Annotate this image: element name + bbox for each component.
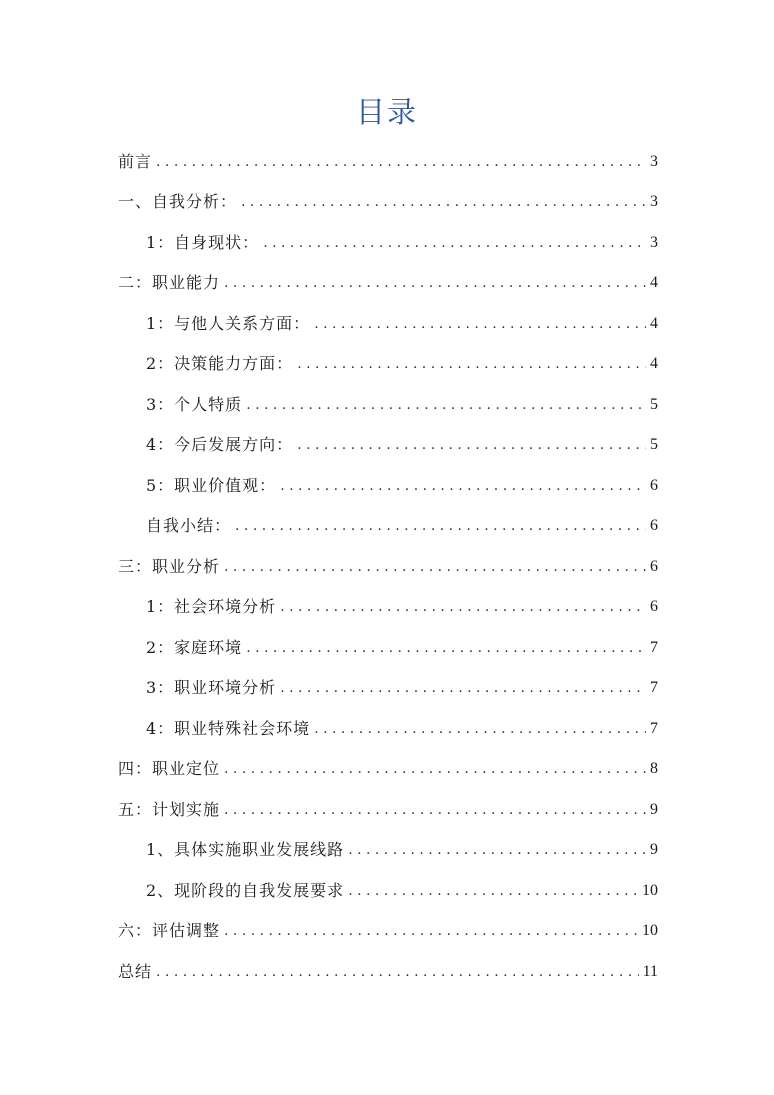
toc-list: [118, 138, 658, 989]
toc-dot-leader: [235, 515, 646, 543]
toc-entry-label: 2、现阶段的自我发展要求: [146, 880, 345, 900]
toc-dot-leader: [246, 394, 646, 422]
toc-entry[interactable]: [118, 260, 658, 301]
toc-dot-leader: [314, 718, 646, 746]
toc-entry-label: 2：决策能力方面：: [146, 354, 294, 373]
toc-entry[interactable]: [118, 746, 658, 787]
toc-entry-page: 3: [650, 233, 658, 251]
toc-entry-label: 3：职业环境分析: [146, 678, 277, 697]
toc-entry[interactable]: [118, 341, 658, 382]
toc-entry-label: 1：社会环境分析: [146, 597, 277, 616]
toc-entry-page: 7: [650, 638, 658, 656]
toc-entry[interactable]: [118, 138, 658, 179]
toc-dot-leader: [297, 434, 646, 462]
toc-dot-leader: [297, 353, 646, 381]
toc-entry-label: 1：自身现状：: [146, 232, 260, 252]
toc-dot-leader: [224, 758, 646, 786]
toc-entry[interactable]: [118, 908, 658, 949]
toc-entry[interactable]: [118, 219, 658, 260]
toc-entry-label: 4：今后发展方向：: [146, 435, 294, 454]
toc-entry-page: 6: [650, 598, 658, 615]
toc-dot-leader: [348, 839, 646, 867]
toc-title: 目录: [355, 95, 418, 129]
toc-entry-label: 总结: [118, 961, 153, 981]
toc-entry-page: 8: [650, 760, 658, 777]
toc-dot-leader: [224, 272, 646, 300]
toc-dot-leader: [280, 677, 646, 705]
toc-dot-leader: [224, 920, 638, 948]
toc-entry-page: 4: [650, 355, 658, 372]
toc-entry[interactable]: [118, 462, 658, 503]
toc-entry-page: 9: [650, 841, 658, 858]
toc-entry-page: 10: [642, 881, 658, 899]
toc-entry-label: 四：职业定位: [118, 759, 221, 778]
toc-entry-label: 自我小结：: [146, 516, 232, 535]
toc-entry-page: 3: [650, 152, 658, 170]
toc-dot-leader: [280, 596, 646, 624]
toc-entry-page: 5: [650, 436, 658, 453]
toc-entry[interactable]: [118, 543, 658, 584]
toc-dot-leader: [280, 475, 646, 503]
toc-entry-label: 六：评估调整: [118, 921, 221, 940]
toc-dot-leader: [241, 191, 646, 219]
toc-entry-label: 二：职业能力: [118, 273, 221, 292]
toc-entry-page: 7: [650, 719, 658, 737]
toc-entry-page: 6: [650, 557, 658, 575]
toc-entry[interactable]: [118, 786, 658, 827]
toc-entry-page: 10: [642, 922, 658, 939]
toc-entry-label: 2：家庭环境: [146, 637, 243, 657]
toc-entry[interactable]: [118, 584, 658, 625]
toc-entry[interactable]: [118, 867, 658, 908]
toc-entry-label: 前言: [118, 151, 153, 171]
toc-entry-label: 三：职业分析: [118, 556, 221, 576]
toc-entry-label: 一、自我分析：: [118, 192, 238, 211]
toc-entry[interactable]: [118, 827, 658, 868]
toc-entry-page: 4: [650, 274, 658, 291]
toc-entry[interactable]: [118, 705, 658, 746]
toc-entry[interactable]: [118, 422, 658, 463]
toc-entry-label: 1：与他人关系方面：: [146, 313, 311, 333]
toc-entry-label: 1、具体实施职业发展线路: [146, 840, 345, 859]
toc-dot-leader: [156, 961, 639, 989]
toc-dot-leader: [224, 556, 646, 584]
toc-dot-leader: [348, 880, 638, 908]
toc-entry-page: 9: [650, 800, 658, 818]
toc-entry[interactable]: [118, 179, 658, 220]
toc-entry-label: 五：计划实施: [118, 799, 221, 819]
toc-entry-page: 6: [650, 476, 658, 494]
toc-entry[interactable]: [118, 624, 658, 665]
toc-dot-leader: [246, 637, 646, 665]
toc-dot-leader: [156, 151, 646, 179]
toc-entry-page: 4: [650, 314, 658, 332]
toc-entry[interactable]: [118, 503, 658, 544]
toc-entry-label: 4：职业特殊社会环境: [146, 718, 311, 738]
toc-entry[interactable]: [118, 381, 658, 422]
toc-dot-leader: [263, 232, 646, 260]
toc-entry-page: 6: [650, 517, 658, 534]
toc-dot-leader: [224, 799, 646, 827]
toc-entry-page: 3: [650, 193, 658, 210]
toc-entry-page: 11: [642, 962, 658, 980]
toc-entry-label: 5：职业价值观：: [146, 475, 277, 495]
toc-entry[interactable]: [118, 665, 658, 706]
toc-entry[interactable]: [118, 300, 658, 341]
toc-dot-leader: [314, 313, 646, 341]
toc-entry-label: 3：个人特质: [146, 394, 243, 414]
toc-entry[interactable]: [118, 948, 658, 989]
toc-entry-page: 7: [650, 679, 658, 696]
toc-entry-page: 5: [650, 395, 658, 413]
